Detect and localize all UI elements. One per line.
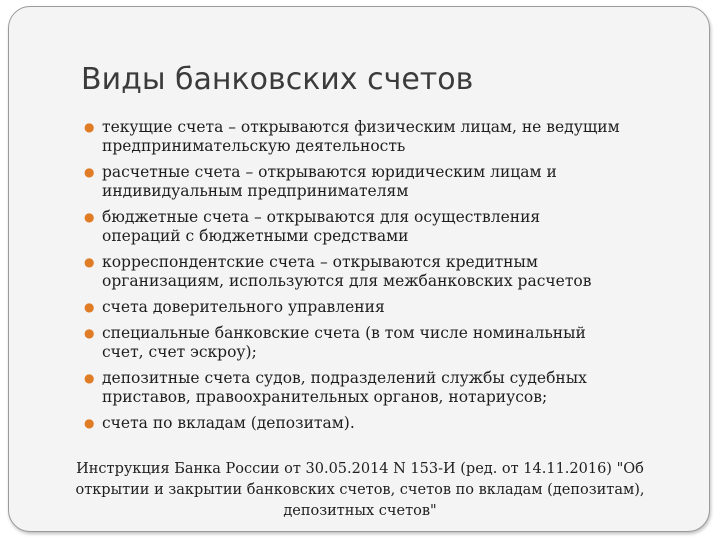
slide-title: Виды банковских счетов [81,62,474,97]
bullet-text: счета по вкладам (депозитам). [102,414,355,432]
list-item [82,208,672,246]
list-item [82,369,672,407]
bullet-text: текущие счета – открываются физическим лицам, не ведущим предпринимательскую деятельность [102,118,620,155]
bullet-dot-icon: ● [84,120,95,134]
list-item [82,118,672,156]
bullet-dot-icon: ● [84,371,95,385]
bullet-dot-icon: ● [84,255,95,269]
bullet-text: специальные банковские счета (в том числе номинальный счет, счет эскроу); [102,324,586,361]
bullet-text: расчетные счета – открываются юридическим лицам и индивидуальным предпринимателям [102,163,557,200]
list-item [82,324,672,362]
bullet-dot-icon: ● [84,326,95,340]
bullet-text: депозитные счета судов, подразделений службы судебных приставов, правоохранительных органов, нотариусов; [102,369,587,406]
bullet-dot-icon: ● [84,300,95,314]
list-item [82,253,672,291]
list-item [82,163,672,201]
bullet-dot-icon: ● [84,416,95,430]
list-item [82,414,672,433]
bullet-text: счета доверительного управления [102,298,385,316]
source-footnote: Инструкция Банка России от 30.05.2014 N 153-И (ред. от 14.11.2016) "Об открытии и закрытии банковских счетов, счетов по вкладам (депозитам), депозитных счетов" [75,461,645,519]
bullet-text: бюджетные счета – открываются для осуществления операций с бюджетными средствами [102,208,541,245]
bullet-list [82,118,672,440]
list-item [82,298,672,317]
bullet-dot-icon: ● [84,165,95,179]
bullet-dot-icon: ● [84,210,95,224]
bullet-text: корреспондентские счета – открываются кредитным организациям, используются для межбанковских расчетов [102,253,592,290]
